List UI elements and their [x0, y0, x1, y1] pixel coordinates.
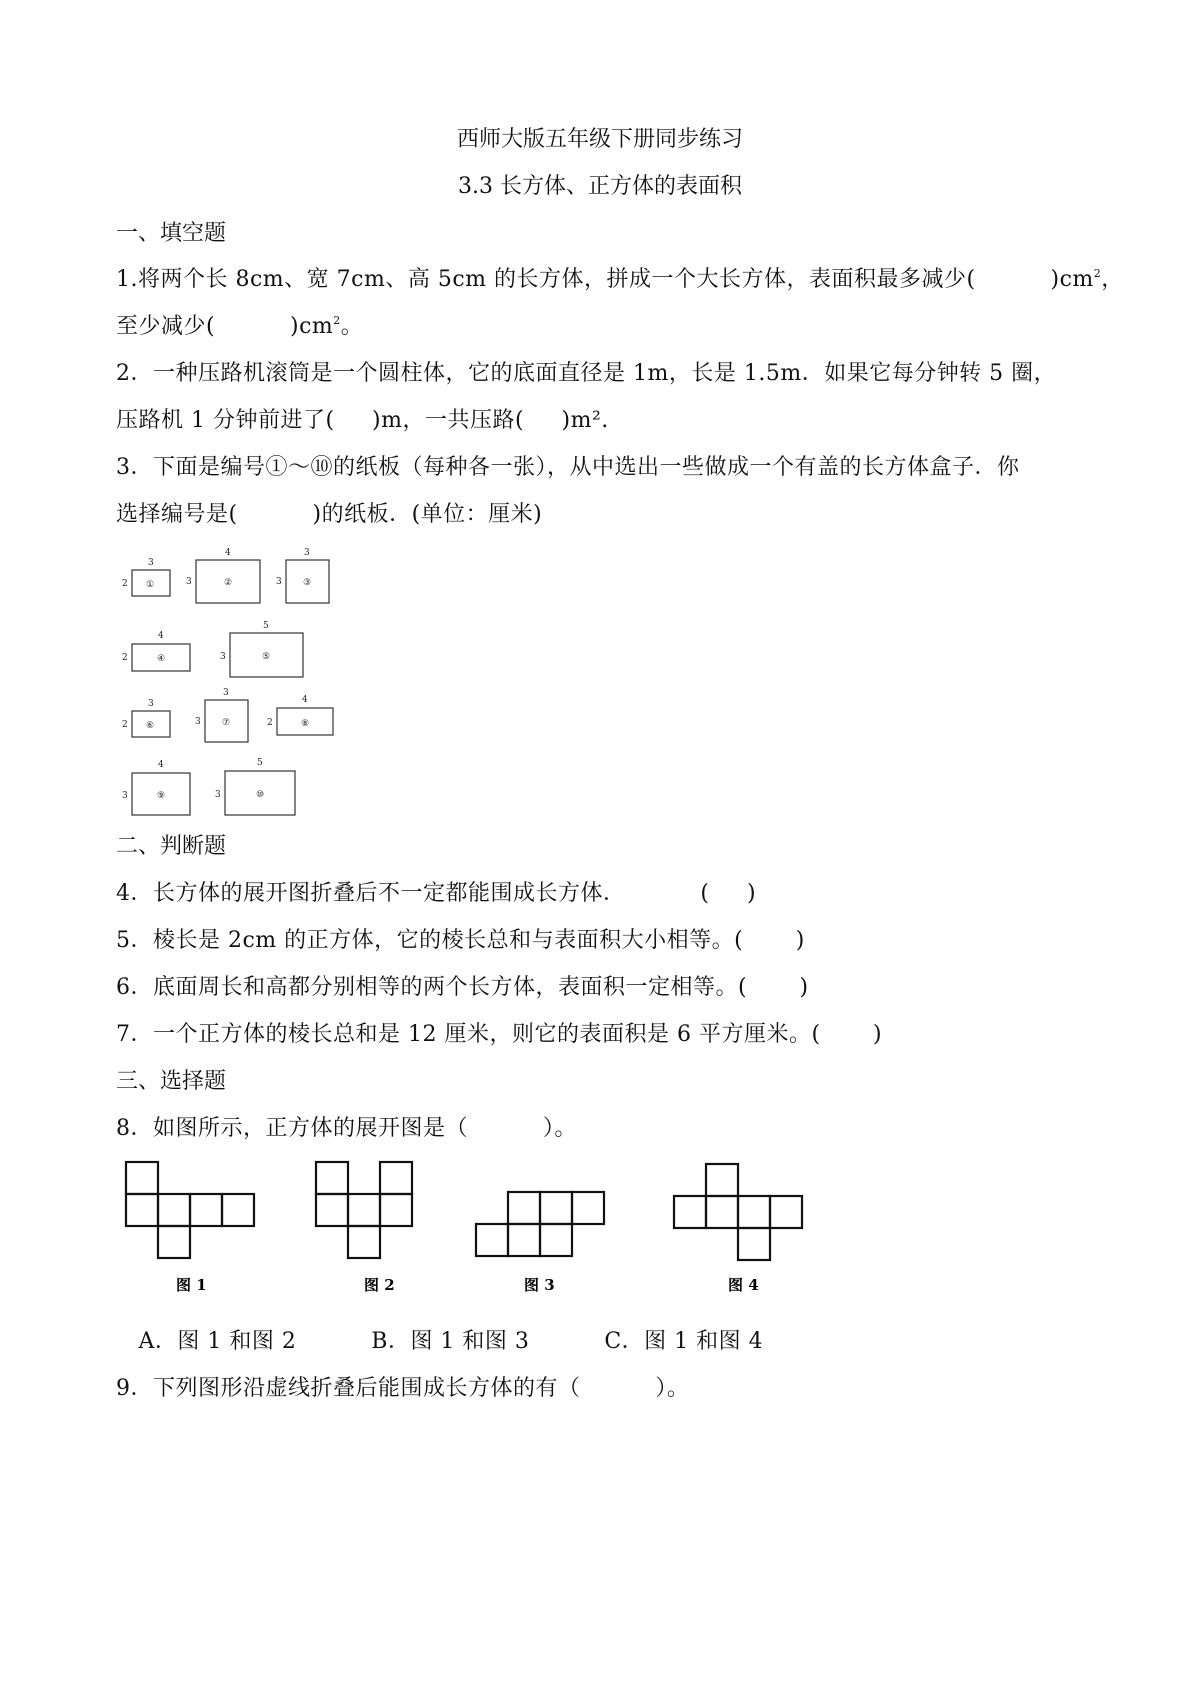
svg-text:4: 4: [158, 631, 164, 641]
svg-text:4: 4: [158, 760, 164, 770]
svg-text:2: 2: [122, 579, 128, 589]
section-fill-in: 一、填空题: [116, 221, 227, 246]
svg-text:5: 5: [257, 758, 263, 768]
svg-text:4: 4: [302, 695, 308, 705]
question-2-line-1: 2．一种压路机滚筒是一个圆柱体，它的底面直径是 1m，长是 1.5m．如果它每分钟转 5 圈，: [116, 361, 1057, 386]
svg-text:3: 3: [276, 577, 282, 587]
section-multiple-choice: 三、选择题: [116, 1069, 227, 1094]
question-4: 4．长方体的展开图折叠后不一定都能围成长方体． ( ): [116, 881, 757, 906]
net-figure-1: [126, 1162, 254, 1258]
question-8-options: A．图 1 和图 2 B．图 1 和图 3 C．图 1 和图 4: [116, 1329, 764, 1354]
net-caption-2: 图 2: [364, 1276, 395, 1294]
net-caption-1: 图 1: [176, 1276, 207, 1294]
svg-text:④: ④: [157, 654, 166, 664]
svg-text:2: 2: [267, 718, 273, 728]
svg-text:3: 3: [223, 688, 229, 698]
net-caption-4: 图 4: [728, 1276, 759, 1294]
svg-text:3: 3: [304, 548, 310, 558]
svg-text:3: 3: [122, 791, 128, 801]
svg-text:①: ①: [146, 580, 155, 590]
svg-text:③: ③: [303, 578, 312, 588]
net-figure-3: [476, 1192, 604, 1256]
svg-text:②: ②: [224, 578, 233, 588]
net-figure-2: [316, 1162, 412, 1258]
question-3-line-2: 选择编号是( )的纸板．(单位：厘米): [116, 502, 543, 527]
net-figure-4: [674, 1164, 802, 1260]
svg-text:3: 3: [220, 652, 226, 662]
question-1-line-2: 至少减少( )$cm^2$。: [116, 314, 364, 339]
question-5: 5．棱长是 2cm 的正方体，它的棱长总和与表面积大小相等。( ): [116, 928, 805, 953]
svg-text:2: 2: [122, 653, 128, 663]
question-6: 6．底面周长和高都分别相等的两个长方体，表面积一定相等。( ): [116, 975, 809, 1000]
svg-text:3: 3: [148, 699, 154, 709]
svg-text:3: 3: [195, 717, 201, 727]
svg-text:⑩: ⑩: [256, 790, 265, 800]
svg-text:3: 3: [215, 790, 221, 800]
section-true-false: 二、判断题: [116, 834, 227, 859]
svg-text:3: 3: [148, 558, 154, 568]
question-1-line-1: 1.将两个长 8cm、宽 7cm、高 5cm 的长方体，拼成一个大长方体，表面积最多减少( )$cm^2$，: [116, 267, 1124, 292]
svg-text:4: 4: [225, 548, 231, 558]
svg-text:⑥: ⑥: [146, 721, 155, 731]
net-caption-3: 图 3: [524, 1276, 555, 1294]
page-subtitle: 3.3 长方体、正方体的表面积: [458, 174, 742, 199]
question-2-line-2: 压路机 1 分钟前进了( )m，一共压路( )m².: [116, 408, 609, 433]
svg-text:5: 5: [263, 621, 269, 631]
question-7: 7．一个正方体的棱长总和是 12 厘米，则它的表面积是 6 平方厘米。( ): [116, 1022, 883, 1047]
boards-figure: [110, 548, 370, 822]
svg-text:⑨: ⑨: [157, 791, 166, 801]
question-8: 8．如图所示，正方体的展开图是（ ）。: [116, 1116, 577, 1141]
svg-text:⑦: ⑦: [222, 718, 231, 728]
svg-text:2: 2: [122, 720, 128, 730]
question-9: 9．下列图形沿虚线折叠后能围成长方体的有（ ）。: [116, 1376, 690, 1401]
svg-text:⑧: ⑧: [301, 719, 310, 729]
svg-text:⑤: ⑤: [262, 652, 271, 662]
svg-text:3: 3: [186, 577, 192, 587]
question-3-line-1: 3．下面是编号①～⑩的纸板（每种各一张），从中选出一些做成一个有盖的长方体盒子．你: [116, 455, 1020, 480]
page-title: 西师大版五年级下册同步练习: [456, 127, 743, 152]
cube-nets-figure: [116, 1160, 816, 1304]
